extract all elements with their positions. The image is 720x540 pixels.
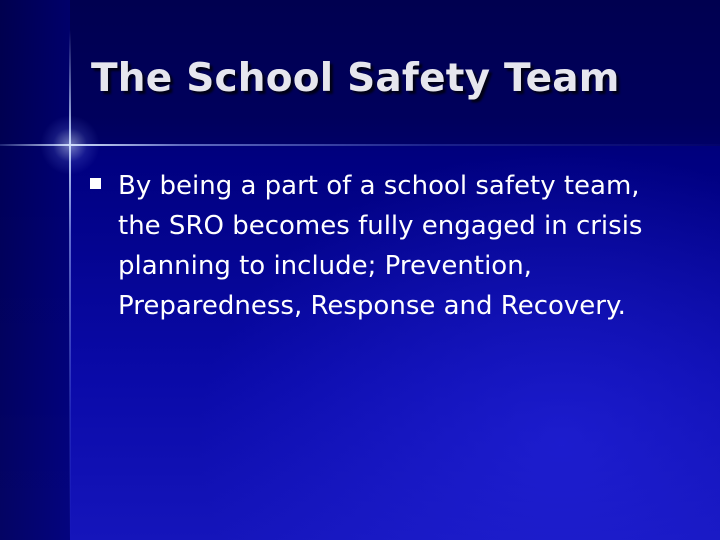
left-band <box>0 0 70 540</box>
square-bullet-icon <box>90 178 101 189</box>
horizontal-light-flare <box>0 144 720 146</box>
slide-title: The School Safety Team <box>91 56 620 101</box>
bullet-list <box>88 166 688 326</box>
vertical-light-flare <box>69 30 71 540</box>
bullet-item <box>88 166 688 326</box>
bullet-text: By being a part of a school safety team, the SRO becomes fully engaged in crisis planning to include; Prevention, Preparedness, Response and Recovery. <box>118 171 643 321</box>
